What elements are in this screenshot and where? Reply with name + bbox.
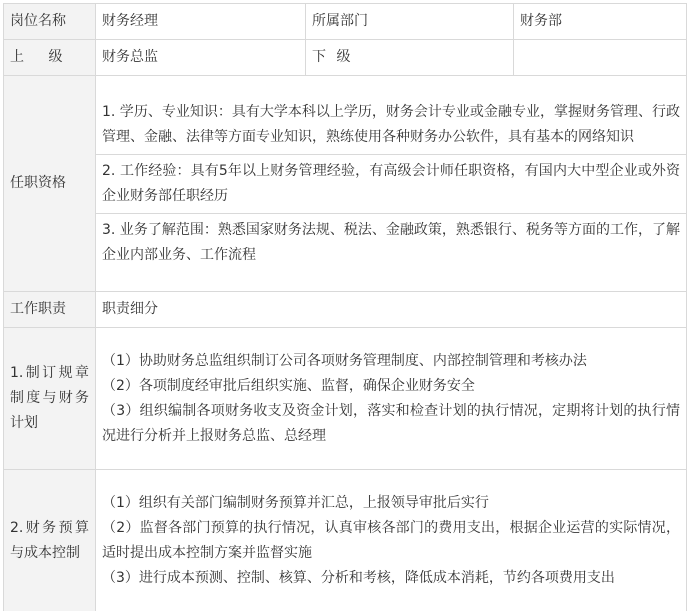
duty-item: （1）组织有关部门编制财务预算并汇总，上报领导审批后实行 bbox=[102, 494, 489, 511]
superior-label: 上 级 bbox=[4, 40, 96, 76]
subordinate-value bbox=[514, 40, 687, 76]
job-description-table bbox=[3, 3, 687, 611]
position-label: 岗位名称 bbox=[4, 4, 96, 40]
row-duty-2 bbox=[4, 470, 687, 611]
qualification-item: 1. 学历、专业知识：具有大学本科以上学历，财务会计专业或金融专业，掌握财务管理、行政管理、金融、法律等方面专业知识，熟练使用各种财务办公软件，具有基本的网络知识 bbox=[102, 103, 680, 145]
superior-value: 财务总监 bbox=[96, 40, 306, 76]
department-label: 所属部门 bbox=[306, 4, 514, 40]
duty-2-cell bbox=[96, 470, 687, 611]
position-value: 财务经理 bbox=[96, 4, 306, 40]
duty-item: （1）协助财务总监组织制订公司各项财务管理制度、内部控制管理和考核办法 bbox=[102, 352, 587, 369]
duty-1-cell bbox=[96, 328, 687, 470]
department-value: 财务部 bbox=[514, 4, 687, 40]
qualification-label: 任职资格 bbox=[4, 76, 96, 292]
subordinate-label: 下 级 bbox=[306, 40, 514, 76]
qualification-item: 3. 业务了解范围：熟悉国家财务法规、税法、金融政策，熟悉银行、税务等方面的工作，了解企业内部业务、工作流程 bbox=[96, 213, 686, 272]
row-duty-1 bbox=[4, 328, 687, 470]
qualification-cell bbox=[96, 76, 687, 292]
duty-item: （3）组织编制各项财务收支及资金计划，落实和检查计划的执行情况，定期将计划的执行情况进行分析并上报财务总监、总经理 bbox=[102, 402, 680, 444]
duty-item: （2）监督各部门预算的执行情况，认真审核各部门的费用支出，根据企业运营的实际情况，适时提出成本控制方案并监督实施 bbox=[102, 519, 680, 561]
row-qualification bbox=[4, 76, 687, 292]
row-position bbox=[4, 4, 687, 40]
duty-1-label: 1.制订规章制度与财务计划 bbox=[4, 328, 96, 470]
duty-item: （3）进行成本预测、控制、核算、分析和考核，降低成本消耗，节约各项费用支出 bbox=[102, 569, 615, 586]
duties-value: 职责细分 bbox=[96, 292, 687, 328]
duty-2-label: 2.财务预算与成本控制 bbox=[4, 470, 96, 611]
duties-label: 工作职责 bbox=[4, 292, 96, 328]
duty-item: （2）各项制度经审批后组织实施、监督，确保企业财务安全 bbox=[102, 377, 475, 394]
qualification-item: 2. 工作经验：具有5年以上财务管理经验，有高级会计师任职资格，有国内大中型企业或外资企业财务部任职经历 bbox=[96, 154, 686, 213]
row-superior bbox=[4, 40, 687, 76]
row-duties-header bbox=[4, 292, 687, 328]
